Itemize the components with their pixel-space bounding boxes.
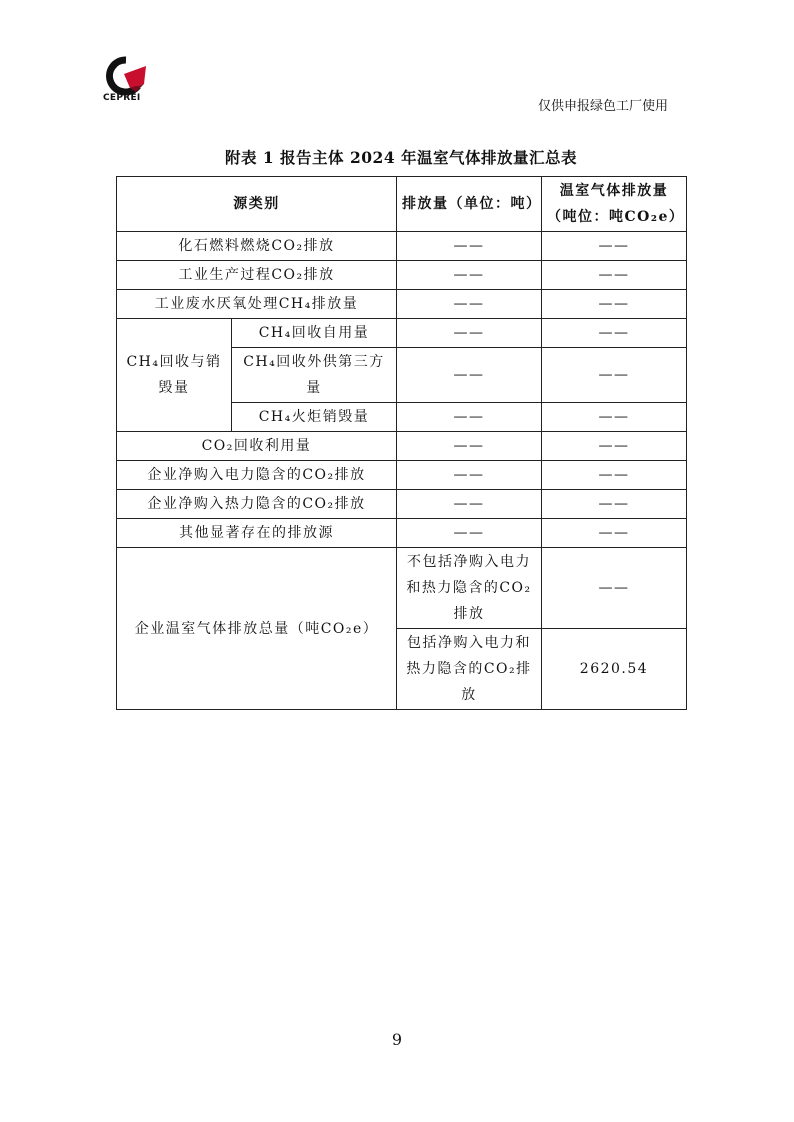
row-amount: —— <box>397 232 542 261</box>
row-ghg: —— <box>542 232 687 261</box>
row-amount: —— <box>397 348 542 403</box>
table-row <box>117 261 687 290</box>
row-source: 企业净购入电力隐含的CO₂排放 <box>117 461 397 490</box>
table-row <box>117 461 687 490</box>
row-source: 化石燃料燃烧CO₂排放 <box>117 232 397 261</box>
row-source: CO₂回收利用量 <box>117 432 397 461</box>
ch4-group-label: CH₄回收与销毁量 <box>117 319 232 432</box>
row-amount: —— <box>397 290 542 319</box>
row-source: 工业废水厌氧处理CH₄排放量 <box>117 290 397 319</box>
table-row <box>117 232 687 261</box>
table-row <box>117 432 687 461</box>
table-row <box>117 490 687 519</box>
page-number: 9 <box>391 1030 403 1049</box>
row-amount: —— <box>397 432 542 461</box>
table-row <box>117 319 687 348</box>
row-source: 其他显著存在的排放源 <box>117 519 397 548</box>
row-source: 企业净购入热力隐含的CO₂排放 <box>117 490 397 519</box>
total-label: 企业温室气体排放总量（吨CO₂e） <box>117 548 397 710</box>
logo-text: CEPREI <box>103 93 141 103</box>
table-row <box>117 290 687 319</box>
row-ghg: —— <box>542 519 687 548</box>
row-ghg: —— <box>542 432 687 461</box>
header-ghg: 温室气体排放量（吨位：吨CO₂e） <box>542 177 687 232</box>
row-amount: —— <box>397 490 542 519</box>
row-source: CH₄回收外供第三方量 <box>232 348 397 403</box>
row-ghg: —— <box>542 348 687 403</box>
row-source: CH₄回收自用量 <box>232 319 397 348</box>
header-amount: 排放量（单位：吨） <box>397 177 542 232</box>
row-source: 工业生产过程CO₂排放 <box>117 261 397 290</box>
row-amount: —— <box>397 519 542 548</box>
row-ghg: —— <box>542 261 687 290</box>
header-note: 仅供申报绿色工厂使用 <box>537 99 668 114</box>
row-amount: —— <box>397 403 542 432</box>
header-divider <box>100 116 694 117</box>
total-including-value: 2620.54 <box>542 629 687 710</box>
table-header-row <box>117 177 687 232</box>
table-title: 附表 1 报告主体 2024 年温室气体排放量汇总表 <box>224 148 577 167</box>
table-row <box>117 519 687 548</box>
total-excluding-value: —— <box>542 548 687 629</box>
row-amount: —— <box>397 261 542 290</box>
row-amount: —— <box>397 461 542 490</box>
row-ghg: —— <box>542 461 687 490</box>
total-excluding-label: 不包括净购入电力和热力隐含的CO₂排放 <box>397 548 542 629</box>
row-ghg: —— <box>542 403 687 432</box>
row-ghg: —— <box>542 490 687 519</box>
row-source: CH₄火炬销毁量 <box>232 403 397 432</box>
emission-summary-table <box>116 176 687 710</box>
header-source: 源类别 <box>117 177 397 232</box>
row-amount: —— <box>397 319 542 348</box>
total-row-excluding <box>117 548 687 629</box>
row-ghg: —— <box>542 290 687 319</box>
row-ghg: —— <box>542 319 687 348</box>
total-including-label: 包括净购入电力和热力隐含的CO₂排放 <box>397 629 542 710</box>
